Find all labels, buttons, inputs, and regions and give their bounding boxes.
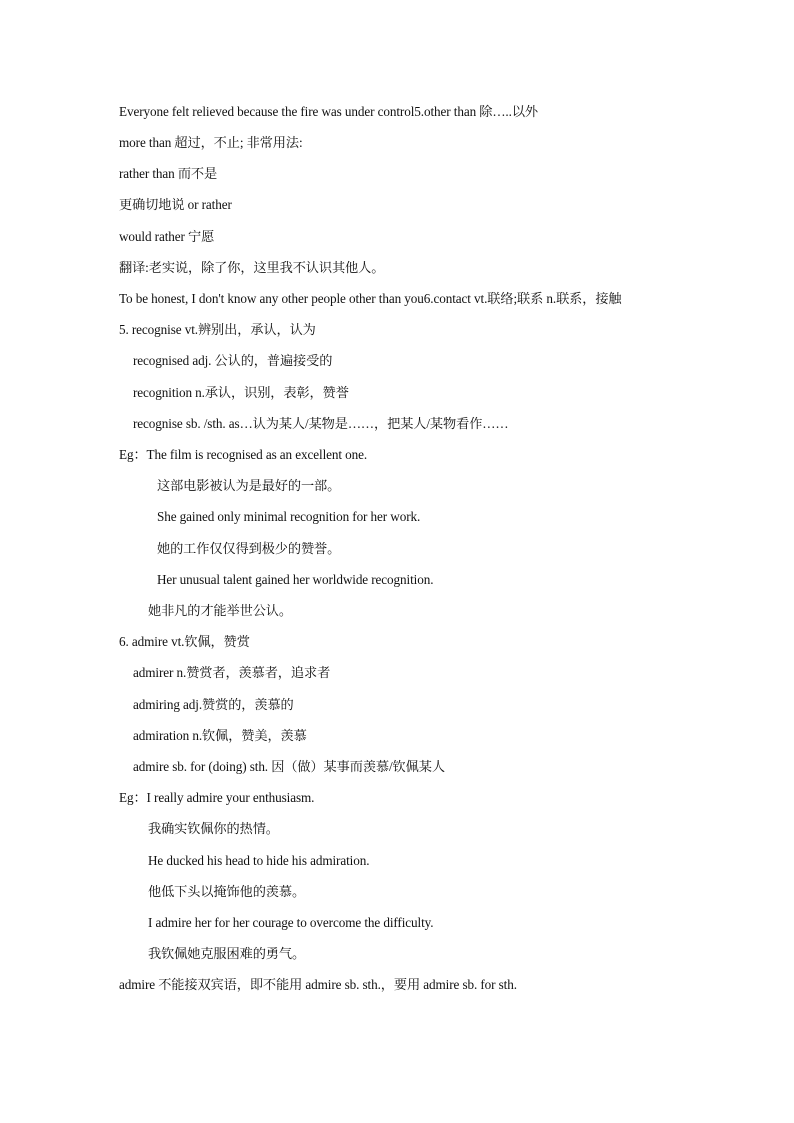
example-admire-2-en: He ducked his head to hide his admiration. [148, 853, 370, 868]
text-line-admire-note: admire 不能接双宾语，即不能用 admire sb. sth.，要用 admire sb. for sth. [119, 977, 517, 992]
text-line-admiring: admiring adj.赞赏的，羡慕的 [133, 697, 294, 712]
text-line-admiration: admiration n.钦佩，赞美，羡慕 [133, 728, 307, 743]
text-line-rather-than: rather than 而不是 [119, 166, 218, 181]
example-recognise-1-en: Eg：The film is recognised as an excellent one. [119, 447, 368, 462]
example-admire-3-en: I admire her for her courage to overcome the difficulty. [148, 915, 434, 930]
example-recognise-3-zh: 她非凡的才能举世公认。 [148, 603, 292, 618]
text-line-recognition: recognition n.承认，识别，表彰，赞誉 [133, 385, 349, 400]
text-line-recognised: recognised adj. 公认的，普遍接受的 [133, 353, 333, 368]
example-recognise-2-en: She gained only minimal recognition for her work. [157, 509, 421, 524]
example-recognise-1-zh: 这部电影被认为是最好的一部。 [157, 478, 341, 493]
text-line-more-than: more than 超过，不止; 非常用法: [119, 135, 303, 150]
text-line-translation-prompt: 翻译:老实说，除了你，这里我不认识其他人。 [119, 260, 385, 275]
example-admire-2-zh: 他低下头以掩饰他的羡慕。 [148, 884, 306, 899]
text-line-recognise-as: recognise sb. /sth. as…认为某人/某物是……，把某人/某物看作…… [133, 416, 509, 431]
text-line-translation-answer: To be honest, I don't know any other people other than you6.contact vt.联络;联系 n.联系，接触 [119, 291, 622, 306]
example-recognise-2-zh: 她的工作仅仅得到极少的赞誉。 [157, 541, 341, 556]
example-admire-1-zh: 我确实钦佩你的热情。 [148, 821, 279, 836]
text-line-other-than: Everyone felt relieved because the fire was under control5.other than 除…..以外 [119, 104, 539, 119]
text-line-admirer: admirer n.赞赏者，羡慕者，追求者 [133, 665, 331, 680]
example-admire-1-en: Eg：I really admire your enthusiasm. [119, 790, 315, 805]
text-line-admire-for: admire sb. for (doing) sth. 因（做）某事而羡慕/钦佩某人 [133, 759, 445, 774]
example-recognise-3-en: Her unusual talent gained her worldwide recognition. [157, 572, 434, 587]
heading-recognise: 5. recognise vt.辨别出，承认，认为 [119, 322, 316, 337]
example-admire-3-zh: 我钦佩她克服困难的勇气。 [148, 946, 306, 961]
text-line-would-rather: would rather 宁愿 [119, 229, 215, 244]
text-line-or-rather: 更确切地说 or rather [119, 197, 232, 212]
heading-admire: 6. admire vt.钦佩，赞赏 [119, 634, 250, 649]
